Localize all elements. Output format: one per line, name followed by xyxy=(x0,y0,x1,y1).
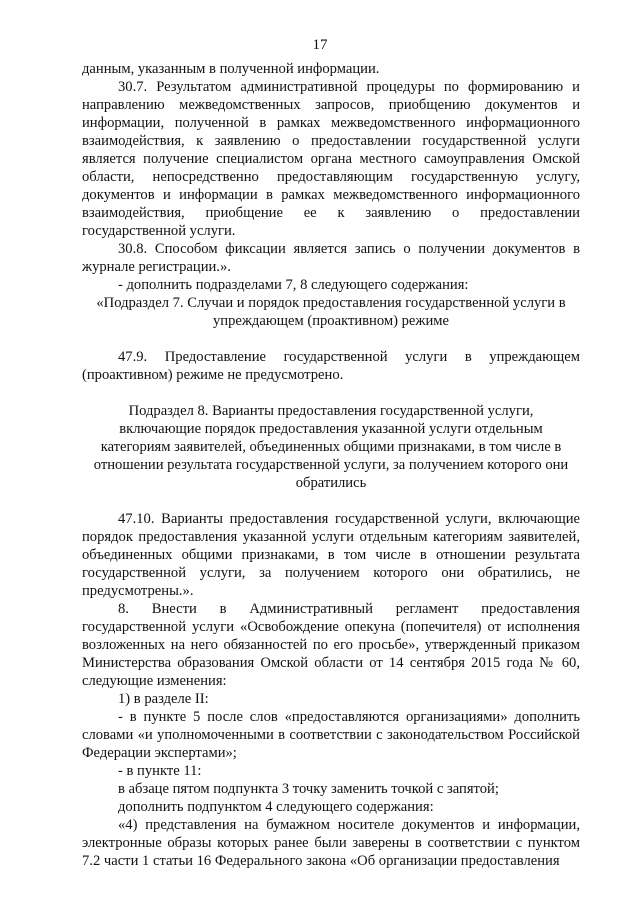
paragraph-section-2: 1) в разделе II: xyxy=(118,691,209,707)
paragraph-add-subsections: - дополнить подразделами 7, 8 следующего содержания: xyxy=(118,277,469,293)
page-number: 17 xyxy=(312,37,328,53)
paragraph-item-8: 8. Внести в Административный регламент предоставления государственной услуги «Освобождение опекуна (попечителя) от исполнения возложенных на него обязанностей по его просьбе», утвержденный приказом Министерства образования Омской области от 14 сентября 2015 года № 60, следующие изменения: xyxy=(82,601,580,689)
paragraph-47-10: 47.10. Варианты предоставления государственной услуги, включающие порядок предоставления указанной услуги отдельным категориям заявителей, объединенных общими признаками, в том числе в отношении результата государственной услуги, за получением которого они обратились, не предусмотрены.». xyxy=(82,511,580,599)
paragraph-add-subpoint-4: дополнить подпунктом 4 следующего содержания: xyxy=(118,799,434,815)
paragraph-point-5: - в пункте 5 после слов «предоставляются организациями» дополнить словами «и уполномоченными в соответствии с законодательством Российской Федерации экспертами»; xyxy=(82,709,580,761)
document-body xyxy=(82,60,580,870)
paragraph-30-7: 30.7. Результатом административной процедуры по формированию и направлению межведомственных запросов, приобщению документов и информации, полученной в рамках межведомственного информационного взаимодействия, к заявлению о предоставлении государственной услуги является получение специалистом органа местного самоуправления Омской области, непосредственно предоставляющим государственную услугу, документов и информации в рамках межведомственного информационного взаимодействия, приобщение ее к заявлению о предоставлении государственной услуги. xyxy=(82,79,580,239)
spacer xyxy=(82,492,580,510)
subsection-7-heading: «Подраздел 7. Случаи и порядок предоставления государственной услуги в упреждающем (проактивном) режиме xyxy=(96,295,566,329)
paragraph-subpoint-4-text: «4) представления на бумажном носителе документов и информации, электронные образы которых ранее были заверены в соответствии с пунктом 7.2 части 1 статьи 16 Федерального закона «Об организации предоставления xyxy=(82,817,580,869)
paragraph-30-8: 30.8. Способом фиксации является запись о получении документов в журнале регистрации.». xyxy=(82,241,580,275)
subsection-8-heading: Подраздел 8. Варианты предоставления государственной услуги, включающие порядок предоставления указанной услуги отдельным категориям заявителей, объединенных общими признаками, в том числе в отношении результата государственной услуги, за получением которого они обратились xyxy=(93,403,569,491)
spacer xyxy=(82,330,580,348)
paragraph-47-9: 47.9. Предоставление государственной услуги в упреждающем (проактивном) режиме не предусмотрено. xyxy=(82,349,580,383)
paragraph-point-11: - в пункте 11: xyxy=(118,763,202,779)
paragraph-subpoint-3: в абзаце пятом подпункта 3 точку заменить точкой с запятой; xyxy=(118,781,499,797)
spacer xyxy=(82,384,580,402)
paragraph-continuation: данным, указанным в полученной информации. xyxy=(82,61,380,77)
